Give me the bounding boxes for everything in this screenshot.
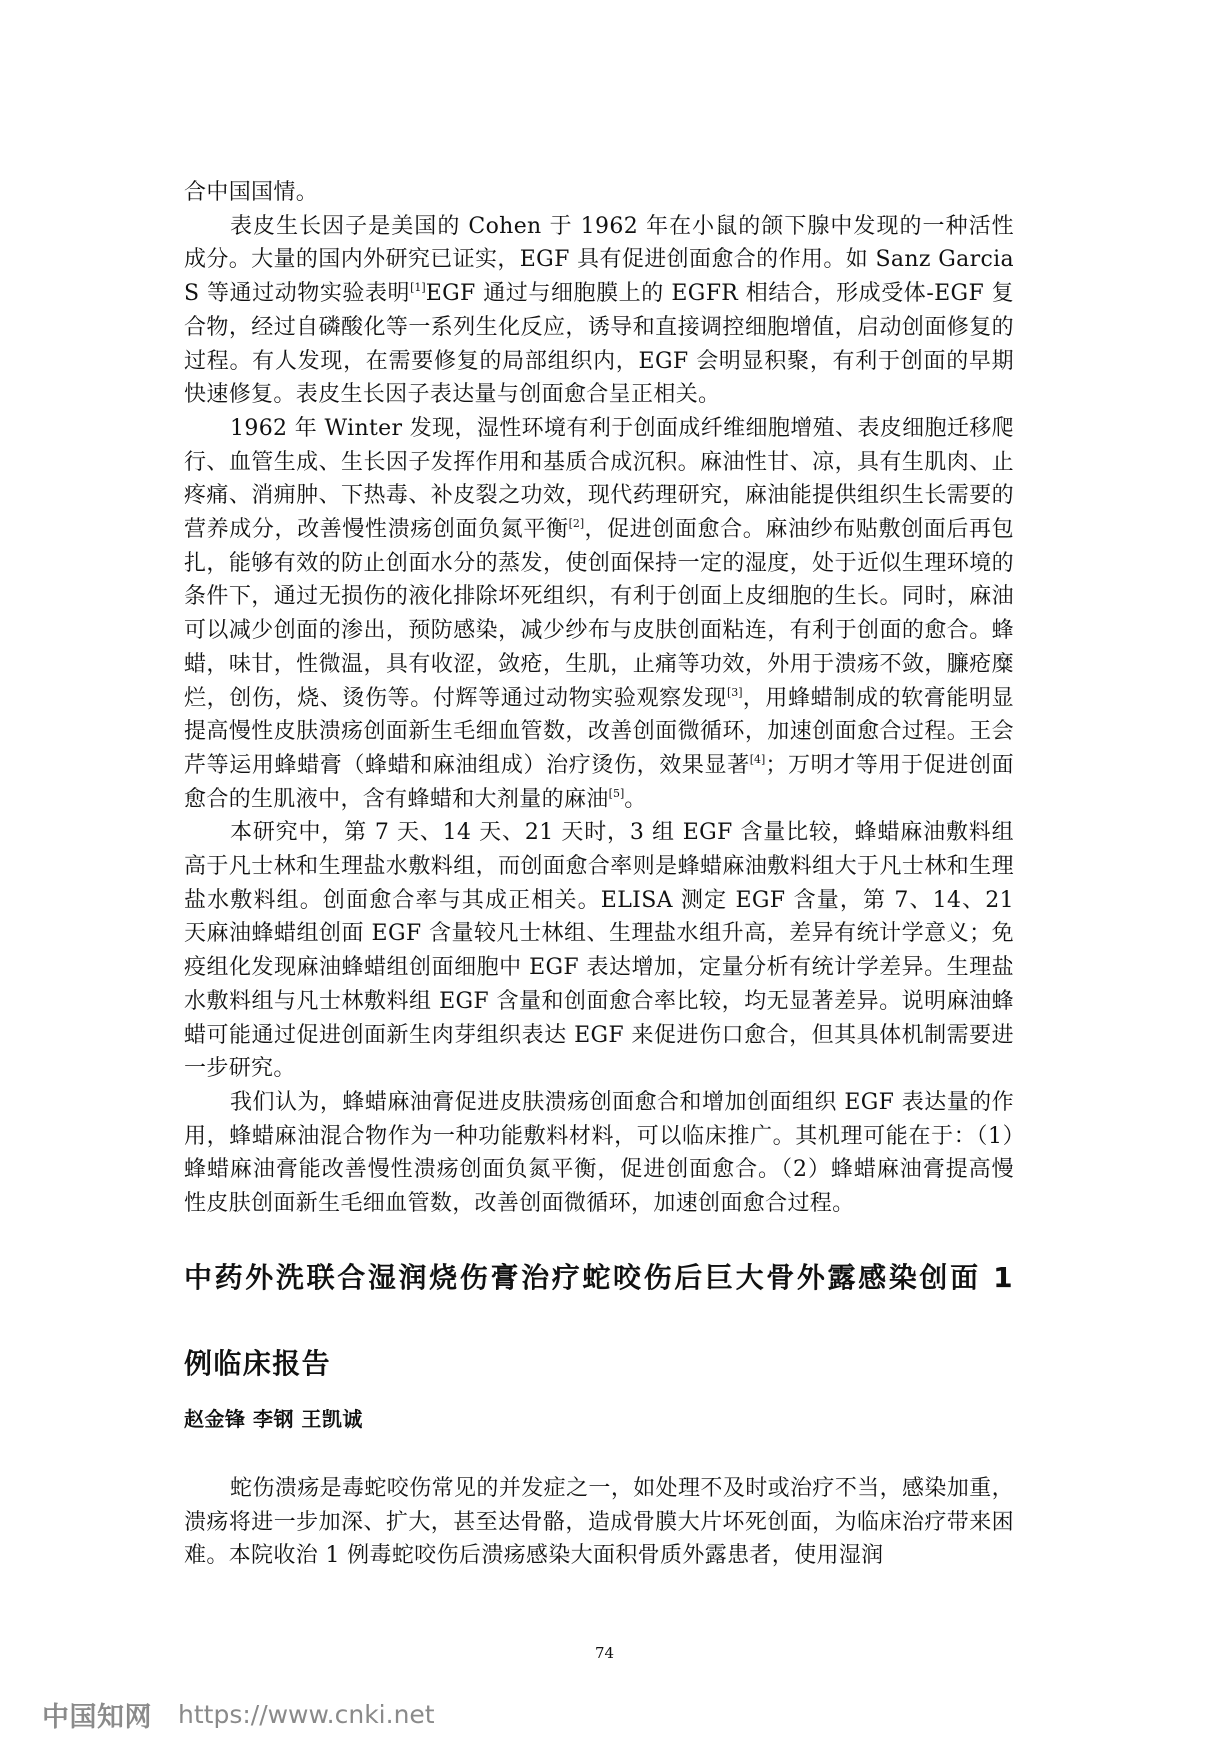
article-title: 中药外洗联合湿润烧伤膏治疗蛇咬伤后巨大骨外露感染创面 1 例临床报告: [184, 1261, 1014, 1380]
paragraph-text: EGF 通过与细胞膜上的 EGFR 相结合，形成受体-EGF 复合物，经过自磷酸化等一系列生化反应，诱导和直接调控细胞增值，启动创面修复的过程。有人发现，在需要修复的局部组织内，EGF 会明显积聚，有利于创面的早期快速修复。表皮生长因子表达量与创面愈合呈正相关。: [184, 281, 1014, 408]
paragraph-text: ，用蜂蜡制成的软膏能明显提高慢性皮肤溃疡创面新生毛细血管数，改善创面微循环，加速创面愈合过程。王会芹等运用蜂蜡膏（蜂蜡和麻油组成）治疗烫伤，效果显著: [184, 685, 1014, 778]
paragraph: [184, 176, 1014, 210]
citation-ref: [1]: [410, 281, 426, 295]
paragraph-text: 。: [624, 786, 647, 812]
paragraph-text: 1962 年 Winter 发现，湿性环境有利于创面成纤维细胞增殖、表皮细胞迁移爬行、血管生成、生长因子发挥作用和基质合成沉积。麻油性甘、凉，具有生肌肉、止疼痛、消痈肿、下热毒、补皮裂之功效，现代药理研究，麻油能提供组织生长需要的营养成分，改善慢性溃疡创面负氮平衡: [184, 415, 1014, 543]
citation-ref: [4]: [749, 752, 766, 766]
authors: 赵金锋 李钢 王凯诚: [184, 1407, 363, 1431]
paragraph-text: 合中国国情。: [184, 180, 319, 205]
article-body: [184, 176, 1014, 1221]
citation-ref: [2]: [568, 517, 585, 531]
paragraph-text: ，促进创面愈合。麻油纱布贴敷创面后再包扎，能够有效的防止创面水分的蒸发，使创面保持一定的湿度，处于近似生理环境的条件下，通过无损伤的液化排除坏死组织，有利于创面上皮细胞的生长。同时，麻油可以减少创面的渗出，预防感染，减少纱布与皮肤创面粘连，有利于创面的愈合。蜂蜡，味甘，性微温，具有收涩，敛疮，生肌，止痛等功效，外用于溃疡不敛，臁疮糜烂，创伤，烧、烫伤等。付辉等通过动物实验观察发现: [184, 517, 1014, 711]
paragraph: [184, 412, 1014, 816]
article-body: [184, 1472, 1014, 1573]
paragraph: [184, 816, 1014, 1086]
paragraph: [184, 1472, 1014, 1573]
paragraph-text: 我们认为，蜂蜡麻油膏促进皮肤溃疡创面愈合和增加创面组织 EGF 表达量的作用，蜂蜡麻油混合物作为一种功能敷料材料，可以临床推广。其机理可能在于：（1）蜂蜡麻油膏能改善慢性溃疡创面负氮平衡，促进创面愈合。（2）蜂蜡麻油膏提高慢性皮肤创面新生毛细血管数，改善创面微循环，加速创面愈合过程。: [184, 1089, 1014, 1217]
watermark-footer: [42, 1694, 435, 1734]
page-number: 74: [594, 1644, 615, 1662]
paragraph: [184, 210, 1014, 412]
paragraph-text: ；万明才等用于促进创面愈合的生肌液中，含有蜂蜡和大剂量的麻油: [184, 752, 1014, 812]
citation-ref: [5]: [608, 786, 625, 800]
cnki-logo: 中国知网: [42, 1701, 152, 1733]
cnki-url: https://www.cnki.net: [178, 1699, 435, 1729]
citation-ref: [3]: [726, 685, 743, 699]
paragraph-text: 表皮生长因子是美国的 Cohen 于 1962 年在小鼠的颌下腺中发现的一种活性成分。大量的国内外研究已证实，EGF 具有促进创面愈合的作用。如 Sanz Garcia S 等通过动物实验表明: [184, 213, 1014, 307]
paragraph: [184, 1086, 1014, 1221]
paragraph-text: 蛇伤溃疡是毒蛇咬伤常见的并发症之一，如处理不及时或治疗不当，感染加重，溃疡将进一步加深、扩大，甚至达骨骼，造成骨膜大片坏死创面，为临床治疗带来困难。本院收治 1 例毒蛇咬伤后溃疡感染大面积骨质外露患者，使用湿润: [184, 1476, 1014, 1569]
paragraph-text: 本研究中，第 7 天、14 天、21 天时，3 组 EGF 含量比较，蜂蜡麻油敷料组高于凡士林和生理盐水敷料组，而创面愈合率则是蜂蜡麻油敷料组大于凡士林和生理盐水敷料组。创面愈合率与其成正相关。ELISA 测定 EGF 含量，第 7、14、21 天麻油蜂蜡组创面 EGF 含量较凡士林组、生理盐水组升高，差异有统计学意义；免疫组化发现麻油蜂蜡组创面细胞中 EGF 表达增加，定量分析有统计学差异。生理盐水敷料组与凡士林敷料组 EGF 含量和创面愈合率比较，均无显著差异。说明麻油蜂蜡可能通过促进创面新生肉芽组织表达 EGF 来促进伤口愈合，但其具体机制需要进一步研究。: [184, 820, 1014, 1082]
